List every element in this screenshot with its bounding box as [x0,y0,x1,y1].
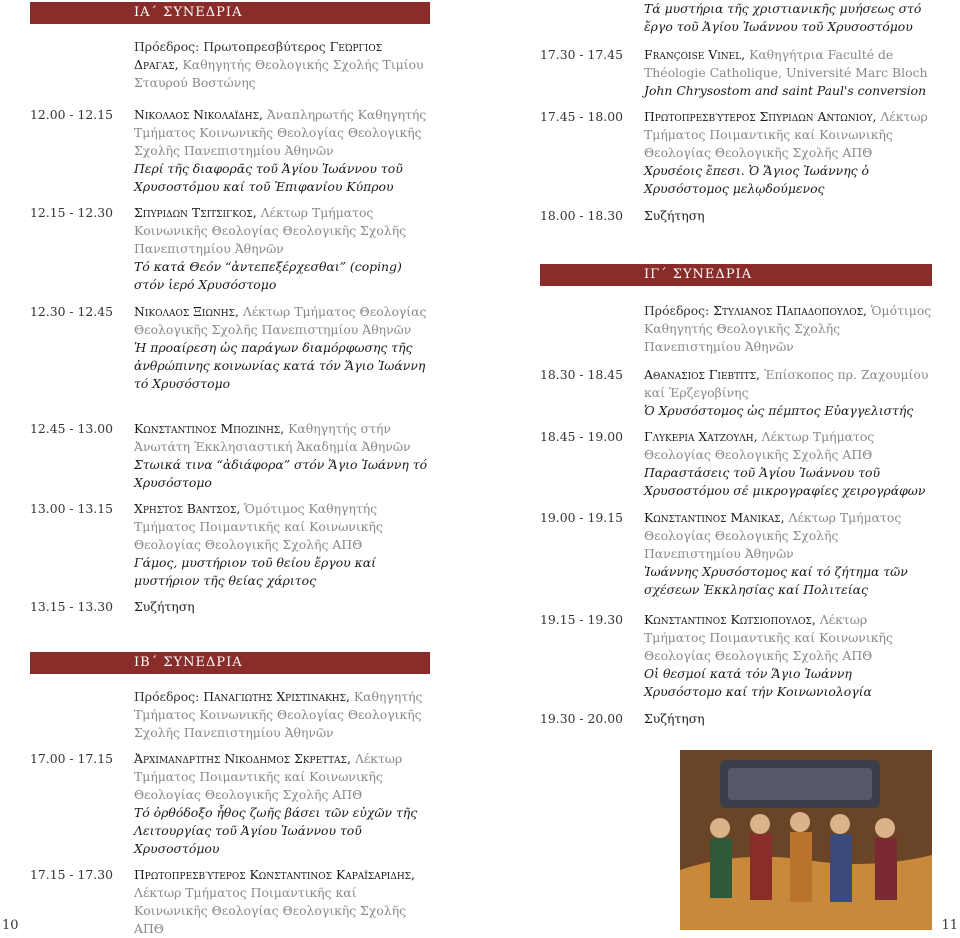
session-band-ib [30,652,430,674]
session-band-ia [30,2,430,24]
painting-svg [680,750,932,930]
page-number-right: 11 [941,918,958,933]
session-title: ΙΑ΄ ΣΥΝΕΔΡΙΑ [134,5,243,20]
page-number-left: 10 [2,918,19,933]
session-title: ΙΓ΄ ΣΥΝΕΔΡΙΑ [644,267,753,282]
discussion-label: Συζήτηση [134,599,195,614]
discussion-label: Συζήτηση [644,711,705,726]
session-title: ΙΒ΄ ΣΥΝΕΔΡΙΑ [134,655,243,670]
discussion-label: Συζήτηση [644,208,705,223]
icon-painting-image [680,750,932,930]
session-band-ig [540,264,932,286]
